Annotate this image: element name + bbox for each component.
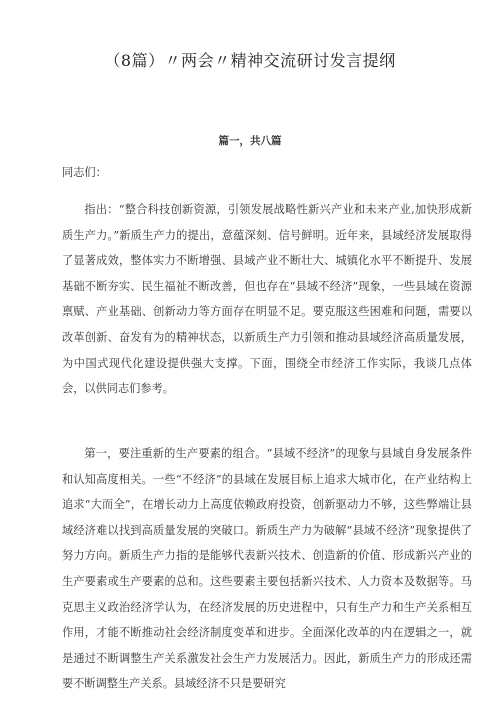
section-heading: 篇一，共八篇 [218,135,282,147]
salutation: 同志们： [62,166,107,179]
document-title: （8篇）〃两会〃精神交流研讨发言提纲 [104,51,396,70]
paragraph-intro: 指出：“整合科技创新资源，引领发展战略性新兴产业和未来产业,加快形成新质生产力。”新质生产力的提出，意蕴深刻、信号鲜明。近年来，县域经济发展取得了显著成效，整体实力不断增强、县域产业不断壮大、城镇化水平不断提升、发展基础不断夯实、民生福祉不断改善，但也存在“县域不经济”现象，一些县域在资源禀赋、产业基础、创新动力等方面存在明显不足。要克服这些困难和问题，需要以改革创新、奋发有为的精神状态，以新质生产力引领和推动县域经济高质量发展，为中国式现代化建设提供强大支撑。下面，围绕全市经济工作实际，我谈几点体会，以供同志们参考。 [62,203,472,396]
paragraph-first-point: 第一，要注重新的生产要素的组合。“县域不经济”的现象与县域自身发展条件和认知高度相关。一些“不经济”的县域在发展目标上追求大城市化，在产业结构上追求“大而全”，在增长动力上高度依赖政府投资，创新驱动力不够，这些弊端让县域经济难以找到高质量发展的突破口。新质生产力为破解“县域不经济”现象提供了努力方向。新质生产力指的是能够代表新兴技术、创造新的价值、形成新兴产业的生产要素或生产要素的总和。这些要素主要包括新兴技术、人力资本及数据等。马克思主义政治经济学认为，在经济发展的历史进程中，只有生产力和生产关系相互作用，才能不断推动社会经济制度变革和进步。全面深化改革的内在逻辑之一，就是通过不断调整生产关系激发社会生产力发展活力。因此，新质生产力的形成还需要不断调整生产关系。县域经济不只是要研究 [62,447,472,691]
